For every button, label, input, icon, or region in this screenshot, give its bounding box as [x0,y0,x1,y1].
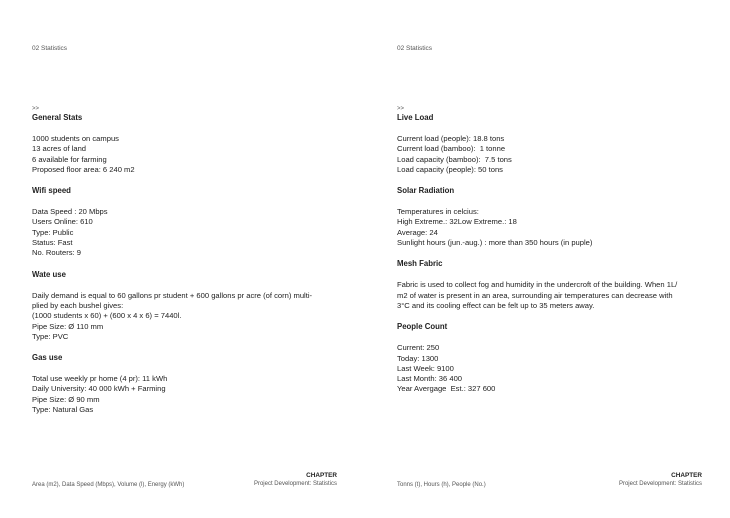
section-title-water-use: Wate use [32,269,66,279]
chapter-label [254,472,337,487]
section-body-people-count [397,343,702,394]
chapter-subtitle: Project Development: Statistics [253,481,337,487]
running-head: 02 Statistics [32,45,68,52]
text-line: m2 of water is present in an area, surrounding air temperatures can decrease with [397,290,673,300]
chapter-subtitle: Project Development: Statistics [618,481,702,487]
section-body-gas-use [32,374,337,415]
chapter-label [619,472,702,487]
section-marker: >> [397,106,405,112]
text-line: Last Week: 9100 [397,363,454,373]
text-line: Current load (bamboo): 1 tonne [397,144,506,154]
text-line: Current load (people): 18.8 tons [397,134,505,143]
text-line: Type: PVC [32,331,69,341]
text-line: Temperatures in celcius: [397,207,479,217]
text-line: Daily demand is equal to 60 gallons pr student + 600 gallons pr acre (of corn) multi- [32,290,313,300]
page-content [32,106,337,426]
right-page [365,0,730,518]
text-line: Average: 24 [397,227,438,237]
section-title-live-load: Live Load [397,113,434,122]
section-title-gas-use: Gas use [32,353,63,363]
text-line: 6 available for farming [32,154,107,164]
units-legend: Area (m2), Data Speed (Mbps), Volume (l), Energy (kWh) [32,482,185,488]
section-marker: >> [32,106,40,112]
chapter-title: CHAPTER [306,472,337,479]
text-line: Daily University: 40 000 kWh + Farming [32,384,166,394]
text-line: Type: Public [32,227,74,237]
text-line: Status: Fast [32,238,73,248]
section-title-mesh-fabric: Mesh Fabric [397,259,443,269]
text-line: Type: Natural Gas [32,405,94,415]
section-body-solar-radiation [397,207,702,248]
text-line: Current: 250 [397,343,440,353]
section-title-wifi-speed: Wifi speed [32,186,71,196]
text-line: Sunlight hours (jun.-aug.) : more than 350 hours (in puple) [397,238,593,248]
text-line: Last Month: 36 400 [397,374,463,384]
text-line: Users Online: 610 [32,217,93,227]
text-line: Load capacity (bamboo): 7.5 tons [397,154,512,164]
text-line: Data Speed : 20 Mbps [32,207,108,217]
section-title-general-stats: General Stats [32,113,83,122]
text-line: 3°C and its cooling effect can be felt up to 35 meters away. [397,300,595,310]
text-line: No. Routers: 9 [32,248,81,258]
section-body-general-stats [32,134,337,175]
page-content [397,106,702,406]
text-line: Pipe Size: Ø 90 mm [32,394,100,404]
section-body-live-load [397,134,702,175]
text-line: Year Avergage Est.: 327 600 [397,384,496,394]
text-line: 1000 students on campus [32,134,119,143]
section-title-people-count: People Count [397,322,448,332]
running-head: 02 Statistics [397,45,433,52]
text-line: Fabric is used to collect fog and humidity in the undercroft of the building. When 1L/ [397,280,678,290]
chapter-title: CHAPTER [671,472,702,479]
units-legend: Tonns (t), Hours (h), People (No.) [397,482,486,488]
section-body-mesh-fabric [397,280,702,311]
text-line: Pipe Size: Ø 110 mm [32,321,104,331]
text-line: Total use weekly pr home (4 pr): 11 kWh [32,374,168,384]
text-line: 13 acres of land [32,144,87,154]
section-body-wifi-speed [32,207,337,258]
text-line: plied by each bushel gives: [32,300,124,310]
text-line: Today: 1300 [397,353,439,363]
text-line: Proposed floor area: 6 240 m2 [32,164,135,174]
section-body-water-use [32,291,337,342]
text-line: High Extreme.: 32Low Extreme.: 18 [397,217,517,227]
text-line: Load capacity (people): 50 tons [397,164,503,174]
text-line: (1000 students x 60) + (600 x 4 x 6) = 7440l. [32,311,182,321]
section-title-solar-radiation: Solar Radiation [397,186,455,196]
